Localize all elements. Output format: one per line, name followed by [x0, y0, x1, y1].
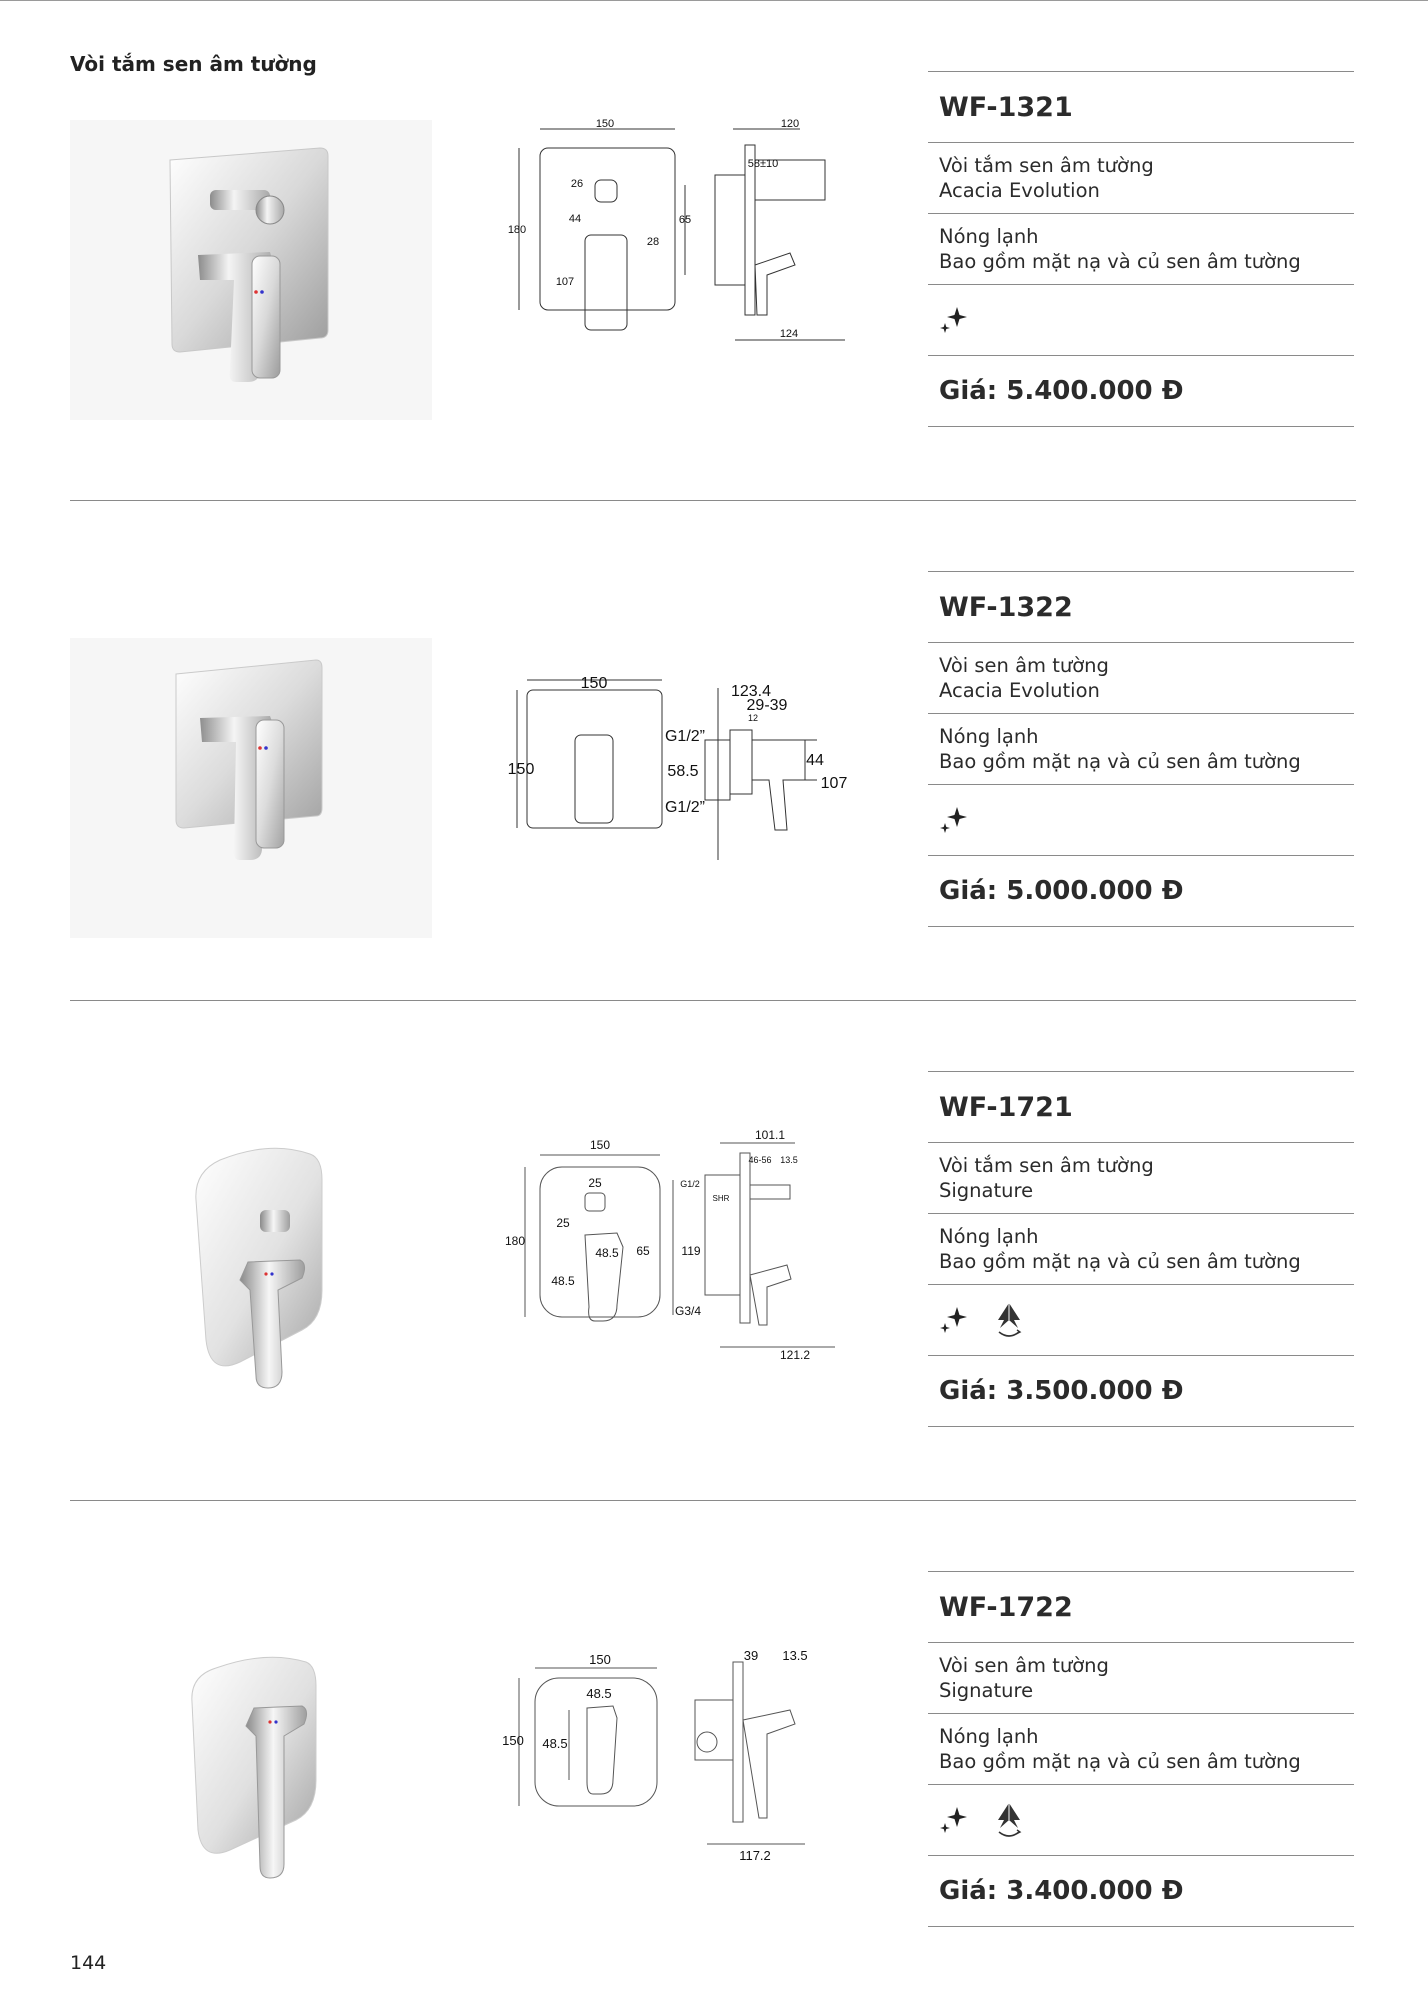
dimension-label: 180	[504, 1234, 526, 1248]
product-spec-cell	[928, 714, 1354, 784]
dimension-label: 65	[678, 214, 692, 226]
dimension-label: 101.1	[754, 1128, 786, 1142]
section-separator	[70, 1000, 1356, 1001]
divider	[928, 1926, 1354, 1927]
dimension-label: 150	[580, 675, 608, 692]
dimension-label: 48.5	[551, 1274, 575, 1288]
aerator-icon	[989, 1300, 1029, 1340]
sparkle-icon	[937, 1803, 971, 1837]
product-info	[928, 71, 1354, 427]
dimension-label: 13.5	[780, 1155, 798, 1165]
feature-icons	[928, 1285, 1354, 1355]
dimension-label: G1/2	[680, 1179, 700, 1189]
dimension-label: 46-56	[748, 1155, 772, 1165]
faucet-rounded-single-lever-illustration	[70, 1650, 432, 1950]
dimension-label: 44	[568, 213, 582, 225]
dimension-label: 29-39	[746, 697, 788, 714]
product-name-cell	[928, 143, 1354, 213]
dimension-label: 48.5	[586, 1686, 612, 1701]
dimension-label: 39	[743, 1648, 759, 1663]
dimension-label: 150	[502, 1733, 524, 1748]
product-spec-cell	[928, 1214, 1354, 1284]
dimension-drawing-wf1721	[505, 1125, 855, 1365]
product-includes: Bao gồm mặt nạ và củ sen âm tường	[939, 250, 1301, 273]
dimension-label: G1/2”	[664, 728, 706, 745]
product-code: WF-1321	[939, 91, 1073, 123]
dimension-label: 25	[588, 1176, 602, 1190]
product-series: Acacia Evolution	[939, 179, 1100, 202]
dimension-label: 150	[589, 1138, 611, 1152]
section-title: Vòi tắm sen âm tường	[70, 52, 317, 76]
sparkle-icon	[937, 803, 971, 837]
product-includes: Bao gồm mặt nạ và củ sen âm tường	[939, 750, 1301, 773]
product-code: WF-1721	[939, 1091, 1073, 1123]
product-price: Giá: 3.500.000 Đ	[939, 1376, 1184, 1406]
dimension-label: G3/4	[674, 1304, 702, 1318]
product-info	[928, 1071, 1354, 1427]
faucet-square-single-lever-illustration	[70, 638, 432, 938]
sparkle-icon	[937, 1303, 971, 1337]
dimension-label: 150	[507, 761, 535, 778]
dimension-label: G1/2”	[664, 799, 706, 816]
product-series: Acacia Evolution	[939, 679, 1100, 702]
dimension-label: 150	[589, 1652, 611, 1667]
product-includes: Bao gồm mặt nạ và củ sen âm tường	[939, 1750, 1301, 1773]
feature-icons	[928, 285, 1354, 355]
technical-drawing	[505, 1125, 855, 1365]
product-series: Signature	[939, 1179, 1034, 1202]
dimension-label: 12	[747, 713, 759, 723]
dimension-label: 107	[820, 775, 848, 792]
product-card	[0, 500, 1428, 1000]
dimension-label: 58.5	[667, 763, 699, 780]
dimension-label: 180	[507, 224, 527, 236]
product-code: WF-1722	[939, 1591, 1073, 1623]
dimension-label: 119	[681, 1244, 701, 1258]
dimension-label: 48.5	[542, 1736, 568, 1751]
product-card	[0, 0, 1428, 500]
product-name: Vòi sen âm tường	[939, 654, 1109, 677]
divider	[928, 426, 1354, 427]
section-separator	[70, 500, 1356, 501]
product-photo	[70, 1140, 432, 1440]
divider	[928, 926, 1354, 927]
faucet-rounded-diverter-illustration	[70, 1140, 432, 1440]
product-info	[928, 571, 1354, 927]
technical-drawing	[502, 1648, 855, 1890]
section-separator	[70, 1500, 1356, 1501]
technical-drawing	[505, 115, 855, 355]
product-card	[0, 1000, 1428, 1500]
faucet-square-diverter-illustration	[70, 120, 432, 420]
dimension-label: 120	[780, 118, 800, 130]
product-name-cell	[928, 1143, 1354, 1213]
dimension-label: 58±10	[747, 158, 779, 170]
dimension-label: 48.5	[595, 1246, 619, 1260]
product-type: Nóng lạnh	[939, 725, 1039, 748]
dimension-label: 150	[595, 118, 615, 130]
sparkle-icon	[937, 303, 971, 337]
dimension-label: 65	[636, 1244, 650, 1258]
divider	[928, 1426, 1354, 1427]
dimension-drawing-wf1322	[505, 660, 855, 900]
feature-icons	[928, 1785, 1354, 1855]
dimension-label: 25	[556, 1216, 570, 1230]
product-spec-cell	[928, 1714, 1354, 1784]
dimension-label: SHR	[712, 1194, 730, 1203]
product-name-cell	[928, 643, 1354, 713]
product-photo	[70, 1650, 432, 1950]
product-includes: Bao gồm mặt nạ và củ sen âm tường	[939, 1250, 1301, 1273]
product-photo	[70, 120, 432, 420]
technical-drawing	[505, 660, 855, 900]
dimension-label: 44	[806, 752, 824, 769]
aerator-icon	[989, 1800, 1029, 1840]
product-price: Giá: 3.400.000 Đ	[939, 1876, 1184, 1906]
product-name: Vòi tắm sen âm tường	[939, 1154, 1154, 1177]
dimension-label: 107	[555, 276, 575, 288]
product-name: Vòi sen âm tường	[939, 1654, 1109, 1677]
product-series: Signature	[939, 1679, 1034, 1702]
product-code: WF-1322	[939, 591, 1073, 623]
product-photo	[70, 638, 432, 938]
product-name-cell	[928, 1643, 1354, 1713]
feature-icons	[928, 785, 1354, 855]
product-type: Nóng lạnh	[939, 225, 1039, 248]
product-price: Giá: 5.000.000 Đ	[939, 876, 1184, 906]
product-type: Nóng lạnh	[939, 1725, 1039, 1748]
dimension-label: 117.2	[739, 1848, 771, 1863]
dimension-label: 123.4	[730, 683, 772, 700]
dimension-label: 124	[779, 328, 799, 340]
product-price: Giá: 5.400.000 Đ	[939, 376, 1184, 406]
product-type: Nóng lạnh	[939, 1225, 1039, 1248]
page-number: 144	[70, 1952, 107, 1974]
dimension-label: 26	[570, 178, 584, 190]
product-spec-cell	[928, 214, 1354, 284]
dimension-label: 121.2	[779, 1348, 811, 1362]
dimension-drawing-wf1722	[502, 1648, 855, 1890]
product-card	[0, 1500, 1428, 2000]
product-name: Vòi tắm sen âm tường	[939, 154, 1154, 177]
dimension-drawing-wf1321	[505, 115, 855, 355]
dimension-label: 13.5	[782, 1648, 808, 1663]
product-info	[928, 1571, 1354, 1927]
dimension-label: 28	[646, 236, 660, 248]
